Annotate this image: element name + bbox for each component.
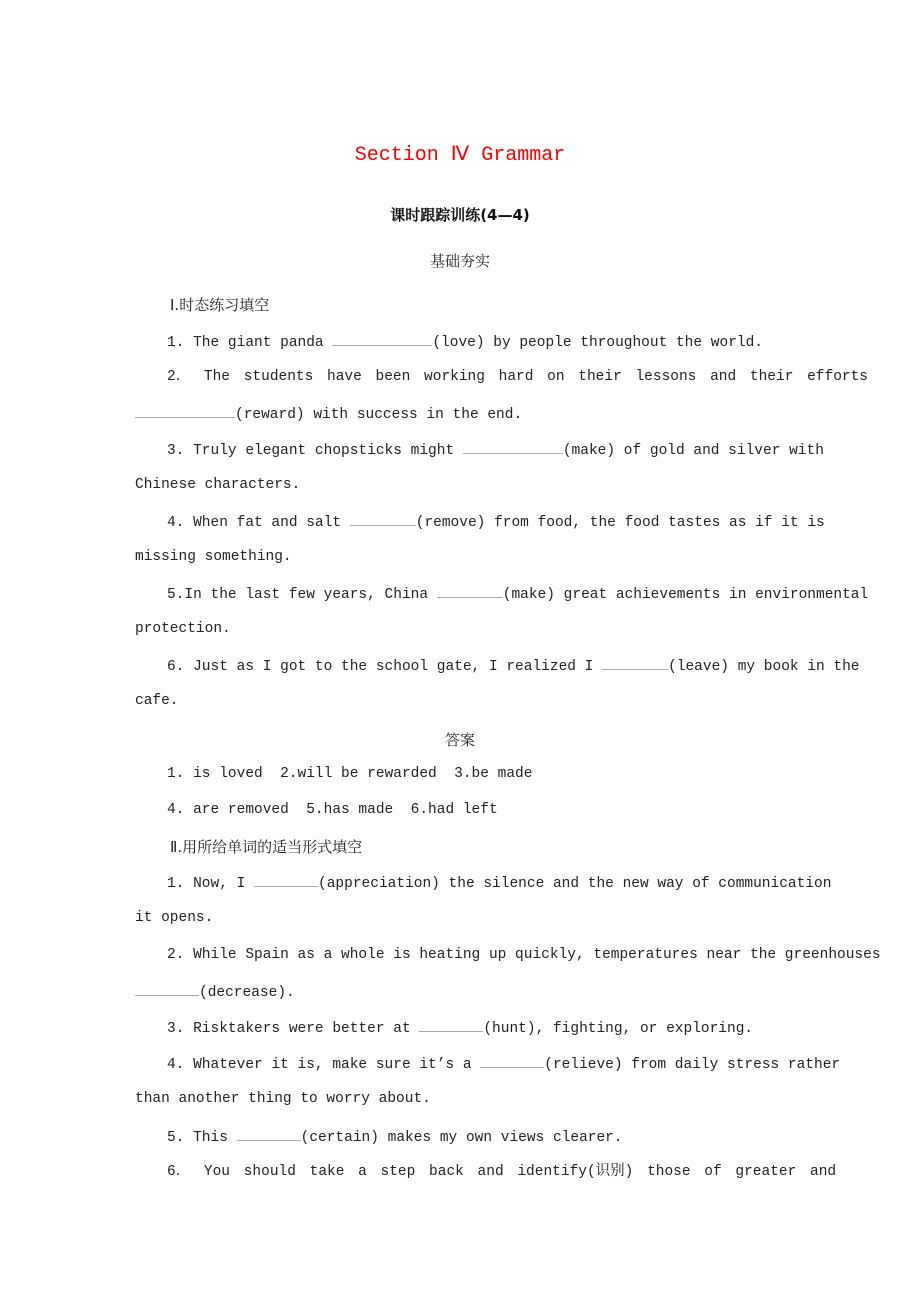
- answer-blank[interactable]: [463, 439, 563, 454]
- answer-blank[interactable]: [135, 981, 199, 996]
- part1-answers-line1: 1. is loved 2.will be rewarded 3.be made: [167, 766, 533, 782]
- part1-item-3-cont: Chinese characters.: [135, 477, 301, 493]
- part2-heading: Ⅱ.用所给单词的适当形式填空: [170, 838, 363, 856]
- answer-blank[interactable]: [480, 1053, 544, 1068]
- part1-item-4: 4. When fat and salt (remove) from food, the food tastes as if it is: [167, 511, 825, 533]
- answer-blank[interactable]: [254, 872, 318, 887]
- part1-item-2-cont: (reward) with success in the end.: [135, 403, 522, 425]
- part1-item-6-cont: cafe.: [135, 693, 179, 709]
- exercise-subtitle: 课时跟踪训练(4—4): [390, 206, 530, 224]
- part1-item-3: 3. Truly elegant chopsticks might (make) of gold and silver with: [167, 439, 824, 461]
- answer-blank[interactable]: [419, 1017, 483, 1032]
- part1-item-5: 5.In the last few years, China (make) great achievements in environmental: [167, 583, 868, 605]
- part2-item-1: 1. Now, I (appreciation) the silence and the new way of communication: [167, 872, 831, 894]
- answer-blank[interactable]: [135, 403, 235, 418]
- part2-item-4: 4. Whatever it is, make sure it’s a (relieve) from daily stress rather: [167, 1053, 840, 1075]
- answer-blank[interactable]: [602, 655, 668, 670]
- answer-label: 答案: [444, 731, 475, 749]
- part1-item-2: 2． The students have been working hard on their lessons and their efforts: [167, 369, 869, 385]
- page-title: Section Ⅳ Grammar: [354, 144, 566, 167]
- part2-item-1-cont: it opens.: [135, 910, 214, 926]
- part1-item-6: 6. Just as I got to the school gate, I realized I (leave) my book in the: [167, 655, 860, 677]
- part1-answers-line2: 4. are removed 5.has made 6.had left: [167, 802, 498, 818]
- part2-item-2-cont: (decrease).: [135, 981, 295, 1003]
- part1-item-5-cont: protection.: [135, 621, 231, 637]
- answer-blank[interactable]: [237, 1126, 301, 1141]
- part2-item-3: 3. Risktakers were better at (hunt), fighting, or exploring.: [167, 1017, 753, 1039]
- part1-item-4-cont: missing something.: [135, 549, 292, 565]
- answer-blank[interactable]: [350, 511, 416, 526]
- part2-item-2: 2. While Spain as a whole is heating up quickly, temperatures near the greenhouses: [167, 947, 881, 963]
- part2-item-6: 6． You should take a step back and identify(识别) those of greater and: [167, 1164, 837, 1180]
- section-label: 基础夯实: [429, 252, 490, 270]
- answer-blank[interactable]: [437, 583, 503, 598]
- answer-blank[interactable]: [332, 331, 432, 346]
- part1-heading: Ⅰ.时态练习填空: [170, 296, 270, 314]
- part2-item-5: 5. This (certain) makes my own views clearer.: [167, 1126, 623, 1148]
- part2-item-4-cont: than another thing to worry about.: [135, 1091, 431, 1107]
- part1-item-1: 1. The giant panda (love) by people throughout the world.: [167, 331, 763, 353]
